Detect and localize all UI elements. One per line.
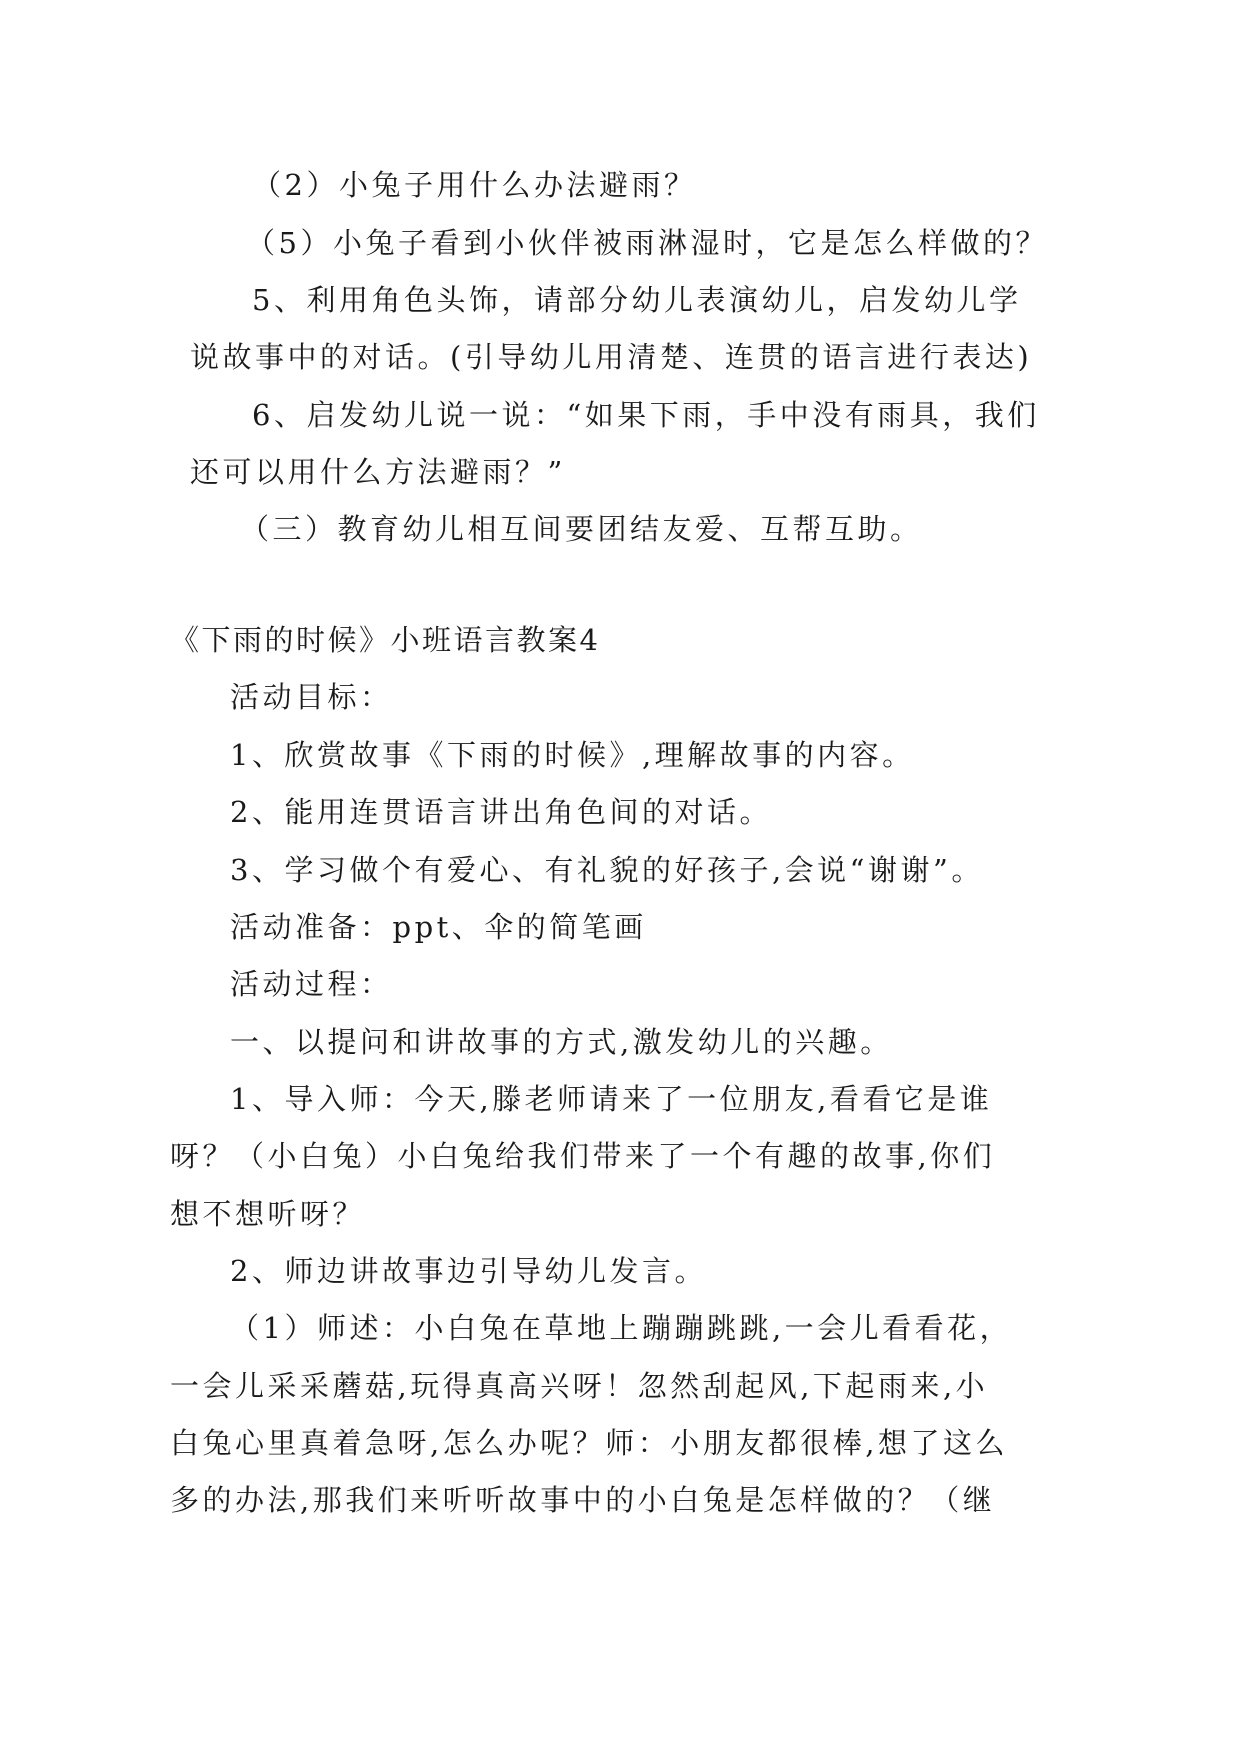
process-step: 2、师边讲故事边引导幼儿发言。 bbox=[230, 1254, 707, 1288]
step-line-continued: 还可以用什么方法避雨？” bbox=[190, 455, 566, 489]
process-step: 1、导入师：今天,滕老师请来了一位朋友,看看它是谁 bbox=[230, 1082, 993, 1116]
goal-item: 2、能用连贯语言讲出角色间的对话。 bbox=[230, 795, 772, 829]
lesson-title: 《下雨的时候》小班语言教案4 bbox=[170, 623, 601, 657]
step-line: 5、利用角色头饰，请部分幼儿表演幼儿，启发幼儿学 bbox=[252, 283, 1022, 317]
process-step-continued: 想不想听呀？ bbox=[170, 1197, 366, 1231]
process-step-continued: 一会儿采采蘑菇,玩得真高兴呀！忽然刮起风,下起雨来,小 bbox=[170, 1369, 989, 1403]
goal-item: 3、学习做个有爱心、有礼貌的好孩子,会说“谢谢”。 bbox=[230, 853, 984, 887]
goal-item: 1、欣赏故事《下雨的时候》,理解故事的内容。 bbox=[230, 738, 915, 772]
section-heading: 活动过程： bbox=[230, 967, 393, 1001]
process-step-continued: 白兔心里真着急呀,怎么办呢？师：小朋友都很棒,想了这么 bbox=[170, 1426, 1008, 1460]
question-line: （2）小兔子用什么办法避雨？ bbox=[252, 168, 697, 202]
process-step: 一、以提问和讲故事的方式,激发幼儿的兴趣。 bbox=[230, 1025, 893, 1059]
section-heading: 活动目标： bbox=[230, 680, 393, 714]
question-line: （5）小兔子看到小伙伴被雨淋湿时，它是怎么样做的？ bbox=[246, 226, 1048, 260]
preparation-line: 活动准备：ppt、伞的简笔画 bbox=[230, 910, 647, 944]
process-step-continued: 呀？（小白兔）小白兔给我们带来了一个有趣的故事,你们 bbox=[170, 1139, 996, 1173]
step-line: 6、启发幼儿说一说：“如果下雨，手中没有雨具，我们 bbox=[252, 398, 1040, 432]
section-line: （三）教育幼儿相互间要团结友爱、互帮互助。 bbox=[240, 512, 923, 546]
process-step-continued: 多的办法,那我们来听听故事中的小白兔是怎样做的？（继 bbox=[170, 1483, 996, 1517]
step-line-continued: 说故事中的对话。(引导幼儿用清楚、连贯的语言进行表达) bbox=[190, 340, 1033, 374]
process-step: （1）师述：小白兔在草地上蹦蹦跳跳,一会儿看看花， bbox=[230, 1311, 1013, 1345]
